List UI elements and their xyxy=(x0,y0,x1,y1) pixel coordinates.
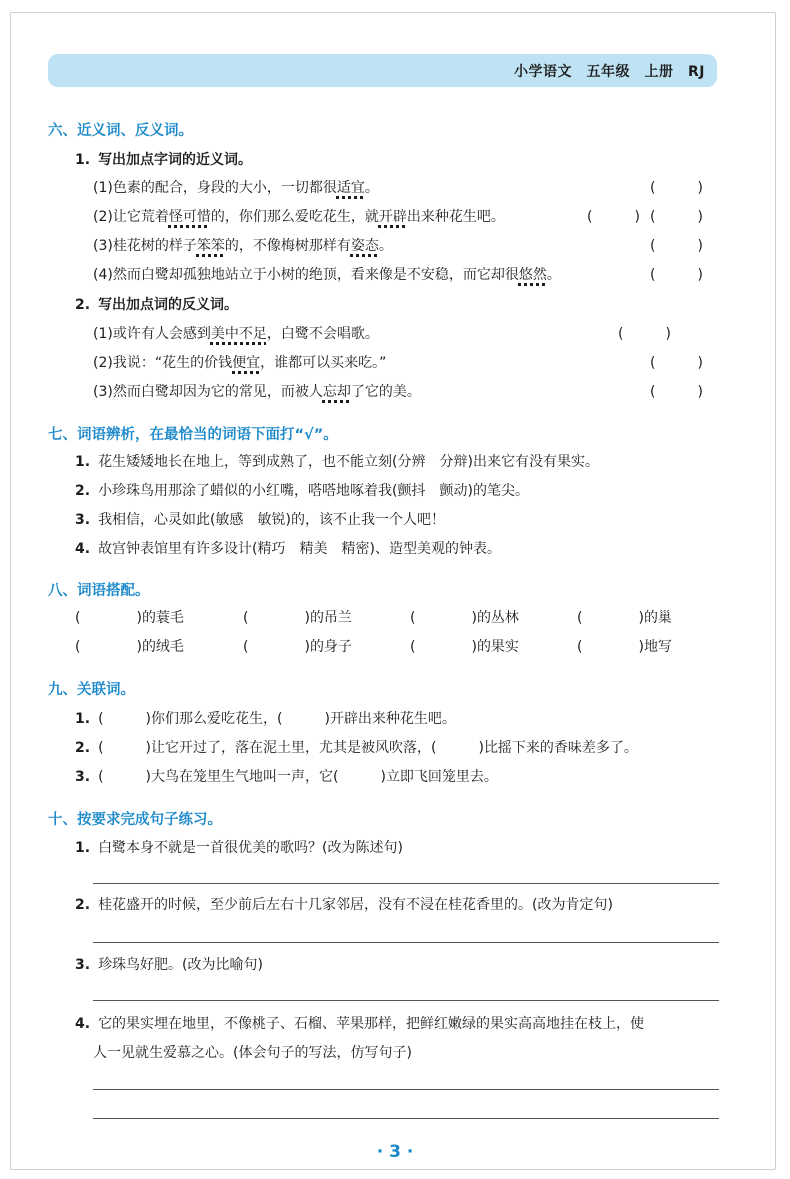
dotted-word: 忘却 xyxy=(322,384,351,400)
dotted-word: 笨笨 xyxy=(196,238,225,254)
s7-item-2: 2. 小珍珠鸟用那涂了蜡似的小红嘴，嗒嗒地啄着我(颤抖 颤动)的笔尖。 xyxy=(75,483,529,499)
s7-item-4: 4. 故宫钟表馆里有许多设计(精巧 精美 精密)、造型美观的钟表。 xyxy=(75,541,501,557)
answer-paren[interactable]: ( ) xyxy=(243,610,310,626)
collocation-item: ( )的果实 xyxy=(410,639,519,655)
q-number: 2. xyxy=(75,297,91,313)
s9-item-3: 3. ( )大鸟在笼里生气地叫一声，它( )立即飞回笼里去。 xyxy=(75,769,498,785)
answer-line[interactable] xyxy=(93,1000,719,1001)
answer-paren[interactable]: ( ) xyxy=(277,711,330,727)
answer-paren[interactable]: ( ) xyxy=(98,711,151,727)
answer-paren[interactable]: ( ) xyxy=(75,639,142,655)
answer-line[interactable] xyxy=(93,883,719,884)
answer-paren[interactable]: ( ) xyxy=(333,769,386,785)
dotted-word: 便宜 xyxy=(232,355,261,371)
s10-item-3: 3. 珍珠鸟好肥。(改为比喻句) xyxy=(75,957,263,973)
answer-paren[interactable]: ( ) xyxy=(618,326,671,342)
dotted-word: 适宜 xyxy=(336,180,365,196)
answer-paren[interactable]: ( ) xyxy=(650,384,703,400)
dotted-word: 怪可惜 xyxy=(168,209,211,225)
section-6-q2 xyxy=(75,294,238,314)
answer-paren[interactable]: ( ) xyxy=(75,610,142,626)
s7-item-1: 1. 花生矮矮地长在地上，等到成熟了，也不能立刻(分辨 分辩)出来它有没有果实。 xyxy=(75,454,599,470)
s6-q2-item-3: (3)然而白鹭却因为它的常见，而被人忘却了它的美。 xyxy=(93,384,421,400)
s6-q1-item-2: (2)让它荒着怪可惜的，你们那么爱吃花生，就开辟出来种花生吧。 xyxy=(93,209,505,225)
s10-item-4-cont: 人一见就生爱慕之心。(体会句子的写法，仿写句子) xyxy=(93,1045,412,1061)
answer-paren[interactable]: ( ) xyxy=(410,610,477,626)
collocation-item: ( )的身子 xyxy=(243,639,352,655)
q-text: 写出加点词的反义词。 xyxy=(98,297,239,313)
s6-q2-item-1: (1)或许有人会感到美中不足，白鹭不会唱歌。 xyxy=(93,326,379,342)
collocation-item: ( )的丛林 xyxy=(410,610,519,626)
collocation-item: ( )的巢 xyxy=(577,610,672,626)
s7-item-3: 3. 我相信，心灵如此(敏感 敏锐)的，该不止我一个人吧！ xyxy=(75,512,445,528)
s9-item-2: 2. ( )让它开过了，落在泥土里，尤其是被风吹落，( )比摇下来的香味差多了。 xyxy=(75,740,638,756)
answer-line[interactable] xyxy=(93,1089,719,1090)
header-text: 小学语文 五年级 上册 RJ xyxy=(514,64,705,80)
answer-paren[interactable]: ( ) xyxy=(98,740,151,756)
q-text: 写出加点字词的近义词。 xyxy=(98,152,253,168)
section-9-title: 九、关联词。 xyxy=(48,682,135,698)
section-10-title: 十、按要求完成句子练习。 xyxy=(48,812,222,828)
dotted-word: 开辟 xyxy=(378,209,407,225)
answer-paren[interactable]: ( ) xyxy=(98,769,151,785)
s9-item-1: 1. ( )你们那么爱吃花生，( )开辟出来种花生吧。 xyxy=(75,711,456,727)
answer-line[interactable] xyxy=(93,942,719,943)
s10-item-1: 1. 白鹭本身不就是一首很优美的歌吗？(改为陈述句) xyxy=(75,840,403,856)
section-7-title: 七、词语辨析，在最恰当的词语下面打“√”。 xyxy=(48,427,338,443)
section-8-title: 八、词语搭配。 xyxy=(48,583,150,599)
s6-q1-item-1: (1)色素的配合，身段的大小，一切都很适宜。 xyxy=(93,180,379,196)
answer-paren[interactable]: ( ) xyxy=(650,267,703,283)
collocation-item: ( )的蓑毛 xyxy=(75,610,184,626)
collocation-item: ( )地写 xyxy=(577,639,672,655)
q-number: 1. xyxy=(75,152,91,168)
answer-paren[interactable]: ( ) xyxy=(431,740,484,756)
answer-paren[interactable]: ( ) xyxy=(577,610,644,626)
collocation-item: ( )的吊兰 xyxy=(243,610,352,626)
s10-item-2: 2. 桂花盛开的时候，至少前后左右十几家邻居，没有不浸在桂花香里的。(改为肯定句) xyxy=(75,897,613,913)
collocation-item: ( )的绒毛 xyxy=(75,639,184,655)
answer-paren[interactable]: ( ) xyxy=(650,180,703,196)
s6-q1-item-4: (4)然而白鹭却孤独地站立于小树的绝顶，看来像是不安稳，而它却很悠然。 xyxy=(93,267,561,283)
answer-paren[interactable]: ( ) xyxy=(650,238,703,254)
answer-line[interactable] xyxy=(93,1118,719,1119)
section-6-q1 xyxy=(75,149,252,169)
section-6-title: 六、近义词、反义词。 xyxy=(48,123,193,139)
answer-paren[interactable]: ( ) xyxy=(650,355,703,371)
answer-paren[interactable]: ( ) xyxy=(577,639,644,655)
dotted-word: 姿态 xyxy=(350,238,379,254)
s6-q1-item-3: (3)桂花树的样子笨笨的，不像梅树那样有姿态。 xyxy=(93,238,393,254)
answer-paren[interactable]: ( ) xyxy=(587,209,640,225)
page-number: · 3 · xyxy=(376,1142,414,1162)
dotted-word: 美中不足 xyxy=(210,326,267,342)
header-bar xyxy=(48,54,717,87)
answer-paren[interactable]: ( ) xyxy=(243,639,310,655)
s10-item-4: 4. 它的果实埋在地里，不像桃子、石榴、苹果那样，把鲜红嫩绿的果实高高地挂在枝上，使 xyxy=(75,1016,645,1032)
s6-q2-item-2: (2)我说：“花生的价钱便宜，谁都可以买来吃。” xyxy=(93,355,387,371)
answer-paren[interactable]: ( ) xyxy=(650,209,703,225)
dotted-word: 悠然 xyxy=(518,267,547,283)
answer-paren[interactable]: ( ) xyxy=(410,639,477,655)
